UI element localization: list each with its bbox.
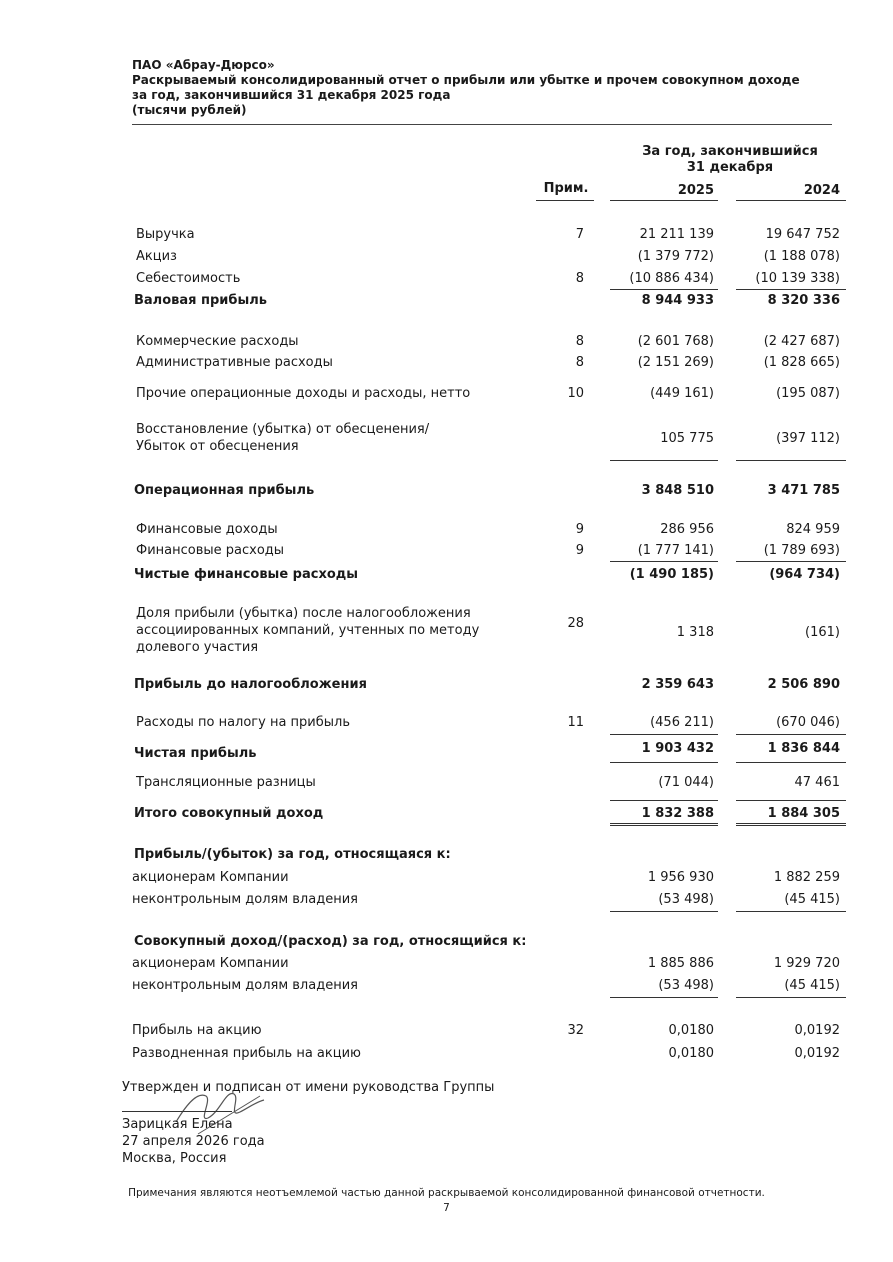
row-label: Выручка: [136, 227, 195, 242]
row-value-2025: (456 211): [650, 715, 714, 730]
row-note: 8: [575, 334, 584, 349]
row-label: Трансляционные разницы: [136, 775, 316, 790]
row-value-2025: 21 211 139: [639, 227, 714, 242]
row-label: акционерам Компании: [132, 870, 289, 885]
subtotal-rule: [736, 800, 846, 801]
subtotal-rule: [736, 289, 846, 290]
row-label: Прибыль до налогообложения: [134, 677, 367, 692]
row-value-2025: (1 379 772): [637, 249, 714, 264]
subtotal-rule: [610, 734, 718, 735]
row-value-2024: 0,0192: [794, 1046, 840, 1061]
row-value-2024: (670 046): [776, 715, 840, 730]
row-value-2024: 1 836 844: [767, 741, 840, 756]
row-label: Валовая прибыль: [134, 293, 267, 308]
section-title: Прибыль/(убыток) за год, относящаяся к:: [134, 847, 451, 862]
row-note: 7: [575, 227, 584, 242]
row-value-2024: (195 087): [776, 386, 840, 401]
row-value-2025: (53 498): [658, 892, 714, 907]
row-value-2024: (1 188 078): [763, 249, 840, 264]
row-label: Итого совокупный доход: [134, 806, 324, 821]
row-note: 9: [575, 543, 584, 558]
subtotal-rule: [736, 734, 846, 735]
row-label: Расходы по налогу на прибыль: [136, 715, 351, 730]
note-header-rule: [536, 200, 594, 201]
row-value-2025: 1 318: [676, 625, 714, 640]
row-value-2024: 1 884 305: [767, 806, 840, 821]
signature-city: Москва, Россия: [122, 1151, 227, 1166]
subtotal-rule: [610, 460, 718, 461]
row-value-2025: (2 151 269): [637, 355, 714, 370]
row-label: Административные расходы: [136, 355, 333, 370]
subtotal-rule: [610, 911, 718, 912]
row-value-2024: 824 959: [786, 522, 840, 537]
period-line-2: 31 декабря: [686, 160, 774, 175]
row-label-line-1: Восстановление (убытка) от обесценения/: [136, 422, 430, 437]
row-label: Прочие операционные доходы и расходы, нетто: [136, 386, 471, 401]
row-note: 9: [575, 522, 584, 537]
report-title: Раскрываемый консолидированный отчет о прибыли или убытке и прочем совокупном доходе: [132, 73, 800, 87]
row-value-2025: (10 886 434): [629, 271, 714, 286]
row-label: Чистая прибыль: [134, 746, 257, 761]
row-label: Чистые финансовые расходы: [134, 567, 359, 582]
row-value-2025: (1 490 185): [629, 567, 714, 582]
total-double-rule: [610, 823, 718, 826]
row-label: Себестоимость: [136, 271, 241, 286]
row-value-2024: (397 112): [776, 431, 840, 446]
subtotal-rule: [736, 460, 846, 461]
row-value-2025: (71 044): [658, 775, 714, 790]
row-label-line-3: долевого участия: [136, 640, 259, 655]
year-2025-header: 2025: [677, 183, 714, 198]
row-note: 8: [575, 271, 584, 286]
total-double-rule: [736, 823, 846, 826]
row-label-line-1: Доля прибыли (убытка) после налогообложения: [136, 606, 471, 621]
row-label: Разводненная прибыль на акцию: [132, 1046, 361, 1061]
row-value-2025: (2 601 768): [637, 334, 714, 349]
row-value-2025: (449 161): [650, 386, 714, 401]
row-label: Акциз: [136, 249, 177, 264]
row-value-2024: (10 139 338): [755, 271, 840, 286]
subtotal-rule: [736, 561, 846, 562]
period-line-1: За год, закончившийся: [642, 144, 818, 159]
row-value-2024: (161): [805, 625, 840, 640]
row-label: Финансовые расходы: [136, 543, 285, 558]
report-header: [132, 58, 800, 118]
subtotal-rule: [610, 561, 718, 562]
row-label: [136, 605, 536, 656]
row-note: 10: [567, 386, 584, 401]
row-value-2025: (53 498): [658, 978, 714, 993]
row-label: Прибыль на акцию: [132, 1023, 262, 1038]
row-value-2024: (964 734): [769, 567, 840, 582]
row-label: [136, 421, 536, 455]
signatory-name: Зарицкая Елена: [122, 1117, 233, 1132]
row-value-2024: 19 647 752: [765, 227, 840, 242]
signatory-block: [122, 1116, 265, 1167]
signature-line: [122, 1111, 232, 1112]
row-value-2024: 1 882 259: [773, 870, 840, 885]
header-divider: [132, 124, 832, 125]
row-label: неконтрольным долям владения: [132, 978, 358, 993]
footer-note: Примечания являются неотъемлемой частью данной раскрываемой консолидированной финансовой отчетности.: [128, 1187, 765, 1199]
row-label: неконтрольным долям владения: [132, 892, 358, 907]
row-note: 28: [567, 616, 584, 631]
section-title: Совокупный доход/(расход) за год, относящийся к:: [134, 934, 527, 949]
subtotal-rule: [736, 911, 846, 912]
row-value-2024: 3 471 785: [767, 483, 840, 498]
row-value-2024: 0,0192: [794, 1023, 840, 1038]
row-value-2025: 2 359 643: [641, 677, 714, 692]
row-value-2024: (45 415): [784, 978, 840, 993]
row-note: 8: [575, 355, 584, 370]
subtotal-rule: [610, 997, 718, 998]
row-value-2024: 2 506 890: [767, 677, 840, 692]
row-label-line-2: Убыток от обесценения: [136, 439, 299, 454]
row-value-2025: 1 956 930: [647, 870, 714, 885]
row-label: Коммерческие расходы: [136, 334, 299, 349]
report-period: за год, закончившийся 31 декабря 2025 года: [132, 88, 451, 102]
row-value-2025: 286 956: [660, 522, 714, 537]
row-value-2024: (1 789 693): [763, 543, 840, 558]
subtotal-rule: [610, 800, 718, 801]
row-label: Финансовые доходы: [136, 522, 278, 537]
year-2024-header-rule: [736, 200, 846, 201]
signature-date: 27 апреля 2026 года: [122, 1134, 265, 1149]
row-value-2024: 1 929 720: [773, 956, 840, 971]
row-note: 32: [567, 1023, 584, 1038]
row-value-2025: 105 775: [660, 431, 714, 446]
row-value-2024: (45 415): [784, 892, 840, 907]
row-value-2024: (1 828 665): [763, 355, 840, 370]
row-note: 11: [567, 715, 584, 730]
row-value-2025: 3 848 510: [641, 483, 714, 498]
subtotal-rule: [610, 289, 718, 290]
page-number: 7: [443, 1202, 450, 1214]
row-label: акционерам Компании: [132, 956, 289, 971]
row-value-2025: (1 777 141): [637, 543, 714, 558]
note-column-header: Прим.: [543, 181, 589, 196]
subtotal-rule: [736, 762, 846, 763]
year-2024-header: 2024: [803, 183, 840, 198]
subtotal-rule: [610, 762, 718, 763]
report-units: (тысячи рублей): [132, 103, 247, 117]
row-value-2024: 47 461: [794, 775, 840, 790]
approval-statement: Утвержден и подписан от имени руководства Группы: [122, 1080, 495, 1095]
row-value-2024: (2 427 687): [763, 334, 840, 349]
period-column-header: [610, 144, 850, 176]
row-value-2024: 8 320 336: [767, 293, 840, 308]
row-value-2025: 0,0180: [668, 1046, 714, 1061]
row-label-line-2: ассоциированных компаний, учтенных по методу: [136, 623, 480, 638]
row-value-2025: 1 832 388: [641, 806, 714, 821]
year-2025-header-rule: [610, 200, 718, 201]
company-name: ПАО «Абрау-Дюрсо»: [132, 58, 275, 72]
row-value-2025: 1 903 432: [641, 741, 714, 756]
row-value-2025: 1 885 886: [647, 956, 714, 971]
row-value-2025: 8 944 933: [641, 293, 714, 308]
subtotal-rule: [736, 997, 846, 998]
row-value-2025: 0,0180: [668, 1023, 714, 1038]
row-label: Операционная прибыль: [134, 483, 315, 498]
